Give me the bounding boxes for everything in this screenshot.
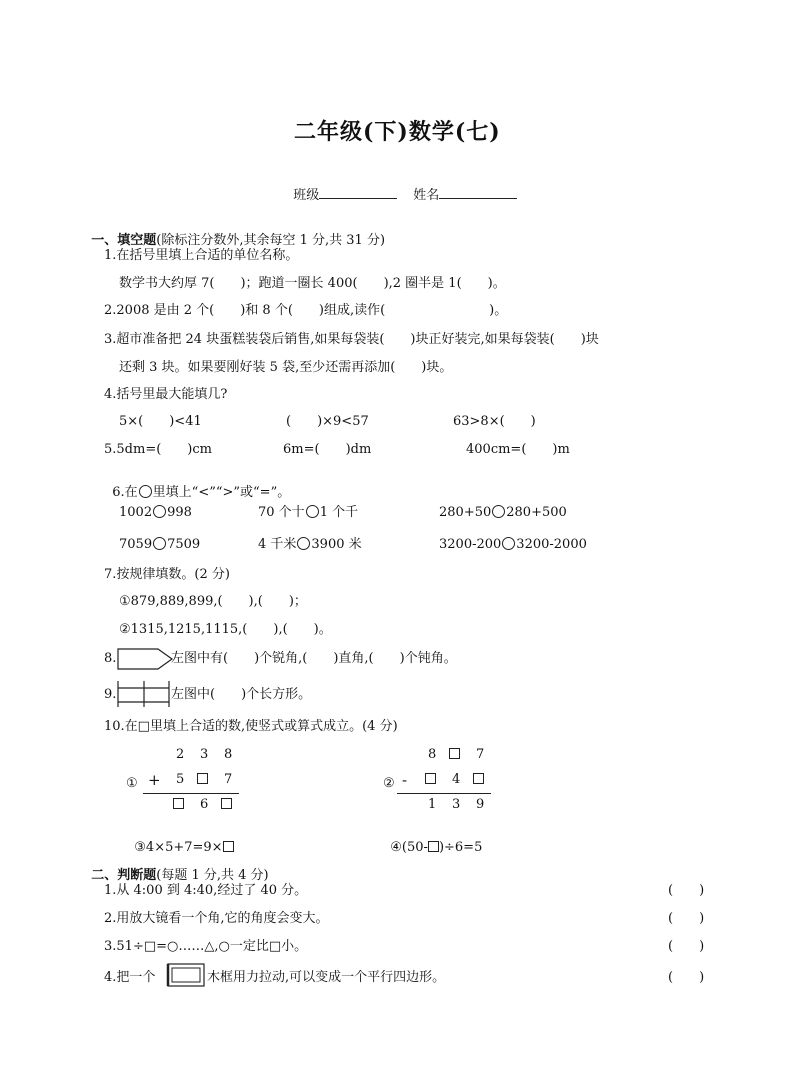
v1-r3-d2: 6 (200, 797, 209, 812)
section2-note: (每题 1 分,共 4 分) (156, 868, 269, 883)
q6-r1-b: 70 个十 1 个千 (258, 505, 359, 520)
compare-circle[interactable] (492, 505, 505, 518)
section1-heading (83, 221, 385, 247)
q5-a: 5.5dm=( )cm (104, 442, 212, 457)
v1-label: ① (126, 776, 138, 791)
v1-r2-d1: 5 (176, 772, 185, 787)
v2-r1-d3: 7 (476, 747, 485, 762)
judge-item-3: 3.51÷□=○……△,○一定比□小。 (104, 939, 308, 954)
section2-heading (83, 856, 269, 882)
v2-r3-d1: 1 (428, 797, 437, 812)
v2-r2-d2: 4 (452, 772, 461, 787)
v2-r1-d1: 8 (428, 747, 437, 762)
q8-num: 8. (104, 651, 117, 666)
q6-r2-a: 7059 7509 (119, 537, 201, 552)
eq3-box[interactable] (223, 841, 234, 852)
q3-line2: 还剩 3 块。如果要刚好装 5 袋,至少还需再添加( )块。 (119, 360, 453, 375)
compare-circle[interactable] (153, 537, 166, 550)
q4-a: 5×( )<41 (119, 414, 202, 429)
v1-r1-d1: 2 (176, 747, 185, 762)
q7-a: ①879,889,899,( ),( )； (119, 594, 307, 609)
q8-text: 左图中有( )个锐角,( )直角,( )个钝角。 (171, 651, 457, 666)
judge-item-2: 2.用放大镜看一个角,它的角度会变大。 (104, 911, 329, 926)
judge-answer-4[interactable]: ( ) (668, 970, 705, 985)
q3-line1: 3.超市准备把 24 块蛋糕装袋后销售,如果每袋装( )块正好装完,如果每袋装( )块 (104, 332, 599, 347)
compare-circle[interactable] (153, 505, 166, 518)
section2-title: 二、判断题 (91, 868, 157, 883)
compare-circle[interactable] (306, 505, 319, 518)
q2-text: 2.2008 是由 2 个( )和 8 个( )组成,读作( )。 (104, 303, 508, 318)
section1-note: (除标注分数外,其余每空 1 分,共 31 分) (156, 233, 386, 248)
q1-text: 1.在括号里填上合适的单位名称。 (104, 248, 299, 263)
v1-op: + (148, 771, 161, 789)
v1-r3-box-c[interactable] (221, 798, 232, 809)
frame-figure (167, 963, 205, 987)
q4-text: 4.括号里最大能填几? (104, 387, 228, 402)
v1-r2-d3: 7 (224, 772, 233, 787)
v2-r3-d3: 9 (476, 797, 485, 812)
q6-text (104, 472, 290, 499)
compare-circle[interactable] (502, 537, 515, 550)
class-label: 班级 (293, 188, 320, 203)
judge-item-4: 4.把一个 (104, 970, 156, 985)
q5-b: 6m=( )dm (283, 442, 372, 457)
v2-label: ② (383, 776, 395, 791)
judge-item-1: 1.从 4:00 到 4:40,经过了 40 分。 (104, 883, 308, 898)
q6-r1-c: 280+50 280+500 (439, 505, 567, 520)
class-field (285, 173, 397, 202)
q7-text: 7.按规律填数。(2 分) (104, 567, 230, 582)
v1-r3-box-a[interactable] (173, 798, 184, 809)
v2-r2-box-c[interactable] (473, 773, 484, 784)
v1-r1-d2: 3 (200, 747, 209, 762)
v2-op: - (402, 771, 408, 789)
q6-r2-b: 4 千米 3900 米 (258, 537, 362, 552)
eq4: ④(50- )÷6=5 (390, 840, 483, 855)
judge-answer-2[interactable]: ( ) (668, 911, 705, 926)
compare-circle[interactable] (297, 537, 310, 550)
q4-b: ( )×9<57 (286, 414, 369, 429)
page-title: 二年级(下)数学(七) (294, 119, 501, 145)
eq4-box[interactable] (428, 841, 439, 852)
section1-title: 一、填空题 (91, 233, 157, 248)
circle-icon (139, 485, 152, 498)
q7-b: ②1315,1215,1115,( ),( )。 (119, 622, 332, 637)
judge-answer-1[interactable]: ( ) (668, 883, 705, 898)
q6-r2-c: 3200-200 3200-2000 (439, 537, 587, 552)
name-field (405, 173, 517, 202)
v2-rule (397, 793, 491, 794)
name-blank[interactable] (439, 186, 517, 199)
v1-rule (143, 793, 239, 794)
name-label: 姓名 (413, 188, 440, 203)
q6-r1-a: 1002 998 (119, 505, 192, 520)
judge-item-4-post: 木框用力拉动,可以变成一个平行四边形。 (207, 970, 446, 985)
q4-c: 63>8×( ) (453, 414, 536, 429)
v1-r1-d3: 8 (224, 747, 233, 762)
q9-text: 左图中( )个长方形。 (171, 687, 312, 702)
q5-c: 400cm=( )m (466, 442, 570, 457)
q1-line: 数学书大约厚 7( )；跑道一圈长 400( ),2 圈半是 1( )。 (119, 276, 506, 291)
q10-text: 10.在□里填上合适的数,使竖式或算式成立。(4 分) (104, 719, 398, 734)
class-blank[interactable] (319, 186, 397, 199)
v2-r3-d2: 3 (452, 797, 461, 812)
q6-text-b: 里填上“<”“>”或“=”。 (152, 485, 291, 500)
eq3: ③4×5+7=9× (126, 828, 234, 854)
v2-r1-box[interactable] (449, 748, 460, 759)
rectangles-figure (118, 681, 170, 707)
judge-answer-3[interactable]: ( ) (668, 939, 705, 954)
v2-r2-box-a[interactable] (425, 773, 436, 784)
q9-num: 9. (104, 687, 117, 702)
q6-text-a: 6.在 (112, 485, 138, 500)
pentagon-figure (118, 648, 174, 670)
v1-r2-box[interactable] (197, 773, 208, 784)
